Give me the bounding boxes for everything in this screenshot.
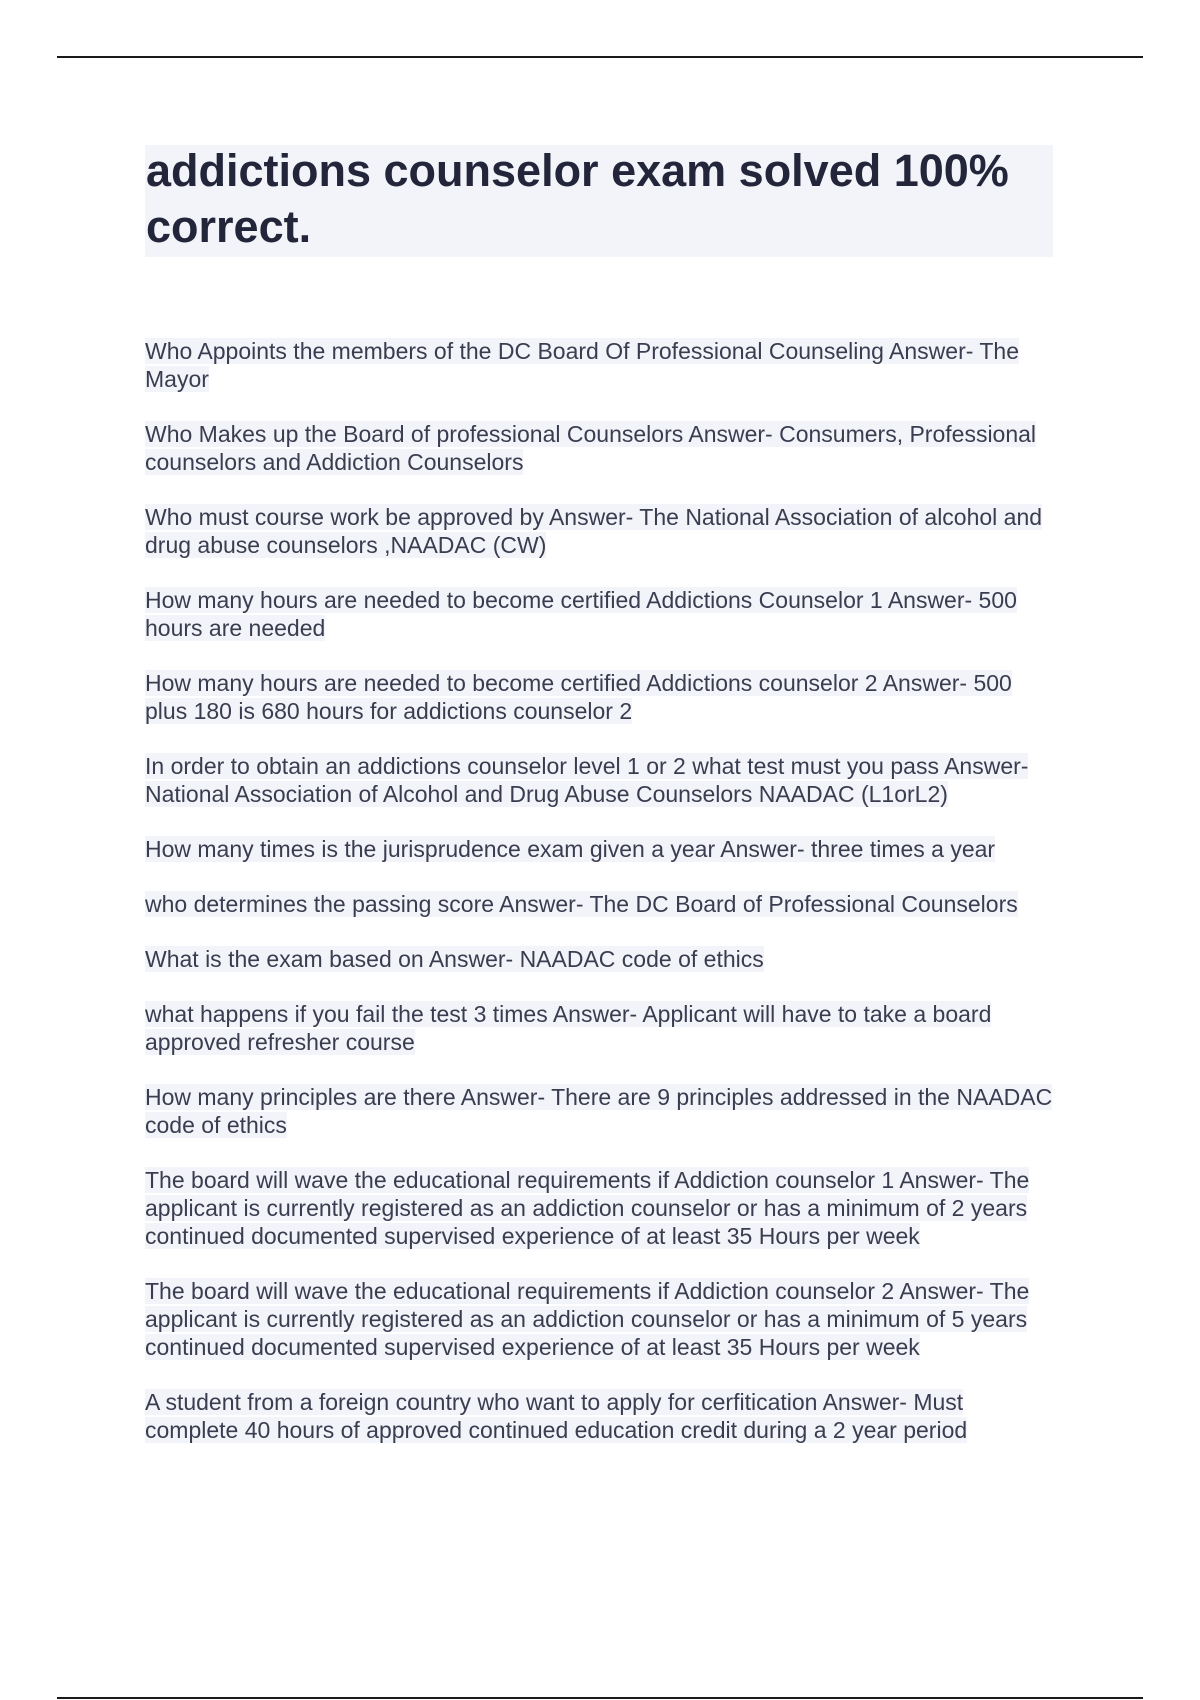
header-rule	[57, 56, 1143, 58]
qa-item: How many hours are needed to become certified Addictions Counselor 1 Answer- 500 hours are needed	[145, 587, 1017, 641]
qa-item: A student from a foreign country who want to apply for cerfitication Answer- Must complete 40 hours of approved continued education credit during a 2 year period	[145, 1389, 968, 1443]
document-title: addictions counselor exam solved 100% correct.	[146, 145, 1009, 252]
qa-item: The board will wave the educational requirements if Addiction counselor 2 Answer- The applicant is currently registered as an addiction counselor or has a minimum of 5 years continued documented supervised experience of at least 35 Hours per week	[145, 1278, 1030, 1360]
qa-item: who determines the passing score Answer- The DC Board of Professional Counselors	[145, 891, 1018, 917]
qa-item: Who must course work be approved by Answer- The National Association of alcohol and drug abuse counselors ,NAADAC (CW)	[145, 504, 1043, 558]
qa-item: The board will wave the educational requirements if Addiction counselor 1 Answer- The applicant is currently registered as an addiction counselor or has a minimum of 2 years continued documented supervised experience of at least 35 Hours per week	[145, 1167, 1030, 1249]
qa-list	[145, 337, 1055, 1471]
qa-item: How many principles are there Answer- There are 9 principles addressed in the NAADAC code of ethics	[145, 1084, 1053, 1138]
qa-item: Who Appoints the members of the DC Board Of Professional Counseling Answer- The Mayor	[145, 338, 1020, 392]
qa-item: Who Makes up the Board of professional Counselors Answer- Consumers, Professional counselors and Addiction Counselors	[145, 421, 1037, 475]
qa-item: what happens if you fail the test 3 times Answer- Applicant will have to take a board approved refresher course	[145, 1001, 992, 1055]
qa-item: How many hours are needed to become certified Addictions counselor 2 Answer- 500 plus 180 is 680 hours for addictions counselor 2	[145, 670, 1012, 724]
qa-item: In order to obtain an addictions counselor level 1 or 2 what test must you pass Answer- National Association of Alcohol and Drug Abuse Counselors NAADAC (L1orL2)	[145, 753, 1029, 807]
qa-item: What is the exam based on Answer- NAADAC code of ethics	[145, 946, 764, 972]
footer-rule	[57, 1697, 1143, 1699]
qa-item: How many times is the jurisprudence exam given a year Answer- three times a year	[145, 836, 996, 862]
